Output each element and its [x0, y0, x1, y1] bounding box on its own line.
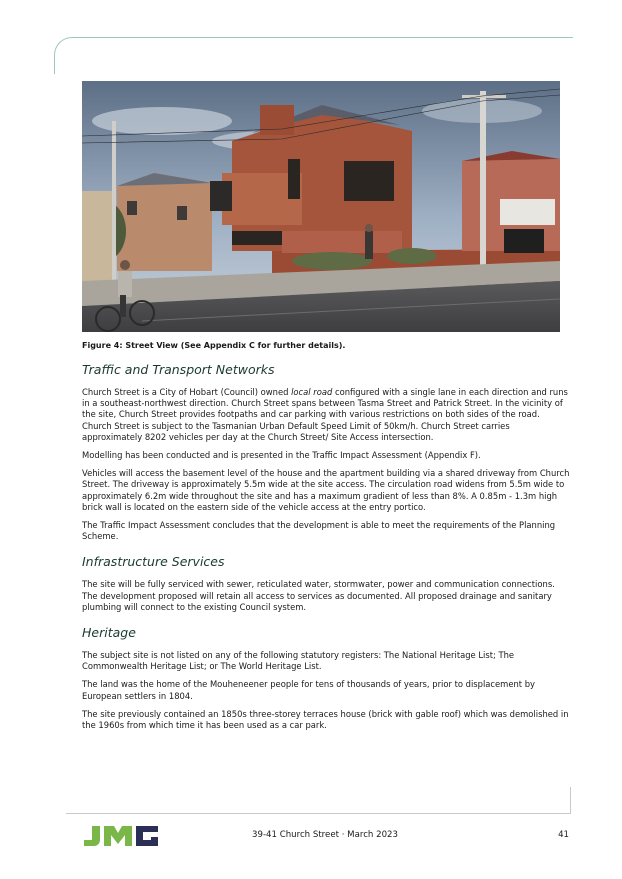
figure-caption: Figure 4: Street View (See Appendix C for further details).	[82, 341, 346, 350]
main-content	[82, 362, 570, 738]
heading-infrastructure: Infrastructure Services	[82, 554, 225, 570]
bottom-frame-line	[66, 787, 571, 814]
section-infrastructure	[82, 554, 570, 613]
paragraph-text: Church Street is a City of Hobart (Council) owned	[82, 387, 292, 397]
emphasis-local-road: local road	[291, 387, 333, 397]
street-view-image	[82, 81, 560, 332]
paragraph-heritage-2: The land was the home of the Mouheneener people for tens of thousands of years, prior to displacement by European settlers in 1804.	[82, 679, 536, 701]
paragraph-text: configured with a single lane in each direction and runs in a southeast-northwest direction. Church Street spans between Tasma Street and Patrick Street. In the vicinity of the site, Church Street provides footpaths and car parking with various restrictions on both sides of the road. Church Street is subject to the Tasmanian Urban Default Speed Limit of 50km/h. Church Street carries approximately 8202 vehicles per day at the Church Street/ Site Access intersection.	[82, 387, 568, 442]
paragraph-traffic-4: The Traffic Impact Assessment concludes that the development is able to meet the requirements of the Planning Scheme.	[82, 520, 556, 542]
section-heritage	[82, 625, 570, 731]
paragraph-traffic-1	[82, 387, 570, 443]
paragraph-heritage-3: The site previously contained an 1850s three-storey terraces house (brick with gable roof) which was demolished in the 1960s from which time it has been used as a car park.	[82, 708, 569, 731]
page-number: 41	[558, 830, 569, 840]
paragraph-traffic-3: Vehicles will access the basement level of the house and the apartment building via a shared driveway from Church Street. The driveway is approximately 5.5m wide at the site access. The circulation road widens from 5.5m wide to approximately 6.2m wide throughout the site and has a maximum gradient of less than 8%. A 0.85m - 1.3m high brick wall is located on the eastern side of the vehicle access at the entry portico.	[82, 468, 570, 512]
jmg-logo	[82, 824, 160, 848]
footer-document-title: 39-41 Church Street · March 2023	[252, 830, 398, 840]
top-frame-line	[54, 37, 573, 74]
paragraph-heritage-1: The subject site is not listed on any of the following statutory registers: The National Heritage List; The Commonwealth Heritage List; or The World Heritage List.	[82, 650, 515, 672]
heading-traffic: Traffic and Transport Networks	[82, 362, 275, 377]
heading-heritage: Heritage	[82, 625, 136, 641]
paragraph-traffic-2: Modelling has been conducted and is presented in the Traffic Impact Assessment (Appendix F).	[82, 450, 481, 461]
paragraph-infrastructure-1: The site will be fully serviced with sewer, reticulated water, stormwater, power and communication connections. The development proposed will retain all access to services as documented. All proposed drainage and sanitary plumbing will connect to the existing Council system.	[82, 579, 555, 612]
